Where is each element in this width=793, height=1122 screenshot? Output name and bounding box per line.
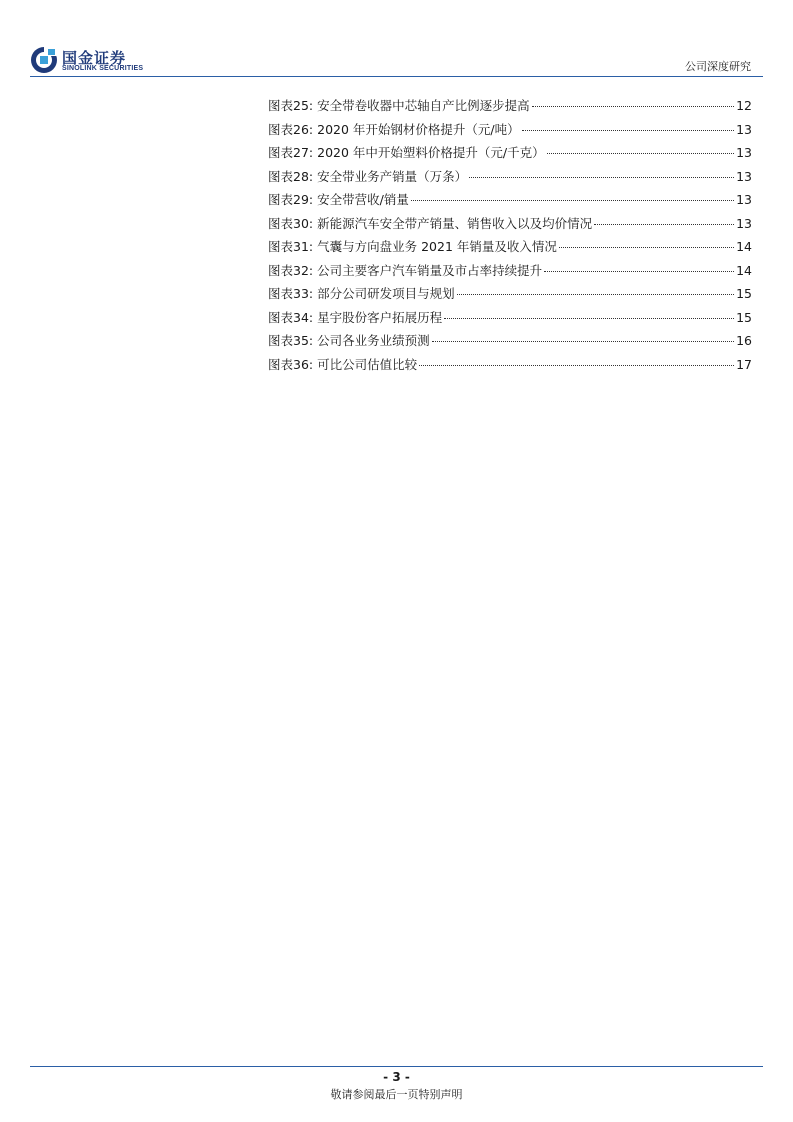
toc-figure-number: 图表26: <box>268 121 314 137</box>
figure-index-list <box>268 96 752 378</box>
toc-dot-leader <box>419 365 734 366</box>
toc-figure-title: 安全带营收/销量 <box>317 192 409 207</box>
document-type: 公司深度研究 <box>685 60 751 73</box>
toc-dot-leader <box>432 341 734 342</box>
toc-figure-number: 图表27: <box>268 145 314 160</box>
toc-figure-number: 图表29: <box>268 192 314 207</box>
toc-figure-title: 安全带卷收器中芯轴自产比例逐步提高 <box>317 98 530 113</box>
toc-entry[interactable] <box>268 237 752 261</box>
toc-figure-title: 可比公司估值比较 <box>317 356 418 372</box>
toc-figure-number: 图表36: <box>268 356 314 372</box>
toc-figure-title: 气囊与方向盘业务 2021 年销量及收入情况 <box>317 239 557 254</box>
toc-figure-number: 图表34: <box>268 309 314 325</box>
toc-page-number: 15 <box>736 309 752 325</box>
toc-figure-title: 2020 年开始钢材价格提升（元/吨） <box>317 121 520 137</box>
toc-page-number: 14 <box>736 239 752 254</box>
toc-entry[interactable] <box>268 261 752 285</box>
toc-page-number: 12 <box>736 98 752 113</box>
logo-chinese-name: 国金证券 <box>62 49 127 67</box>
toc-page-number: 13 <box>736 121 752 137</box>
toc-dot-leader <box>547 153 734 154</box>
toc-entry[interactable] <box>268 355 752 379</box>
toc-figure-title: 2020 年中开始塑料价格提升（元/千克） <box>317 145 545 160</box>
page-header <box>0 0 793 80</box>
footer-divider <box>30 1066 763 1067</box>
toc-dot-leader <box>532 106 734 107</box>
toc-figure-title: 星宇股份客户拓展历程 <box>317 309 443 325</box>
toc-page-number: 16 <box>736 333 752 348</box>
toc-figure-title: 公司各业务业绩预测 <box>317 333 430 348</box>
toc-dot-leader <box>411 200 734 201</box>
toc-page-number: 13 <box>736 192 752 207</box>
toc-entry[interactable] <box>268 143 752 167</box>
toc-figure-number: 图表25: <box>268 98 314 113</box>
toc-figure-number: 图表31: <box>268 239 314 254</box>
disclaimer-note: 敬请参阅最后一页特别声明 <box>330 1088 463 1101</box>
company-logo <box>30 46 150 76</box>
toc-entry[interactable] <box>268 308 752 332</box>
toc-page-number: 15 <box>736 286 752 301</box>
toc-entry[interactable] <box>268 190 752 214</box>
toc-figure-title: 安全带业务产销量（万条） <box>317 168 468 184</box>
page-number: - 3 - <box>383 1070 410 1084</box>
toc-dot-leader <box>469 177 734 178</box>
toc-page-number: 13 <box>736 168 752 184</box>
toc-entry[interactable] <box>268 214 752 238</box>
sinolink-logo-icon <box>30 46 58 74</box>
toc-dot-leader <box>544 271 734 272</box>
toc-dot-leader <box>444 318 734 319</box>
toc-figure-number: 图表28: <box>268 168 314 184</box>
toc-figure-number: 图表30: <box>268 215 314 231</box>
toc-figure-title: 部分公司研发项目与规划 <box>317 286 455 301</box>
toc-figure-number: 图表32: <box>268 262 314 278</box>
toc-page-number: 13 <box>736 145 752 160</box>
toc-entry[interactable] <box>268 167 752 191</box>
toc-figure-number: 图表33: <box>268 286 314 301</box>
toc-dot-leader <box>559 247 734 248</box>
toc-entry[interactable] <box>268 331 752 355</box>
header-divider <box>30 76 763 77</box>
toc-page-number: 14 <box>736 262 752 278</box>
logo-english-name: SINOLINK SECURITIES <box>62 65 144 72</box>
toc-dot-leader <box>522 130 734 131</box>
toc-entry[interactable] <box>268 96 752 120</box>
toc-figure-number: 图表35: <box>268 333 314 348</box>
toc-page-number: 13 <box>736 215 752 231</box>
toc-figure-title: 公司主要客户汽车销量及市占率持续提升 <box>317 262 543 278</box>
toc-figure-title: 新能源汽车安全带产销量、销售收入以及均价情况 <box>317 215 593 231</box>
toc-entry[interactable] <box>268 284 752 308</box>
toc-page-number: 17 <box>736 356 752 372</box>
toc-dot-leader <box>594 224 734 225</box>
toc-entry[interactable] <box>268 120 752 144</box>
toc-dot-leader <box>457 294 734 295</box>
